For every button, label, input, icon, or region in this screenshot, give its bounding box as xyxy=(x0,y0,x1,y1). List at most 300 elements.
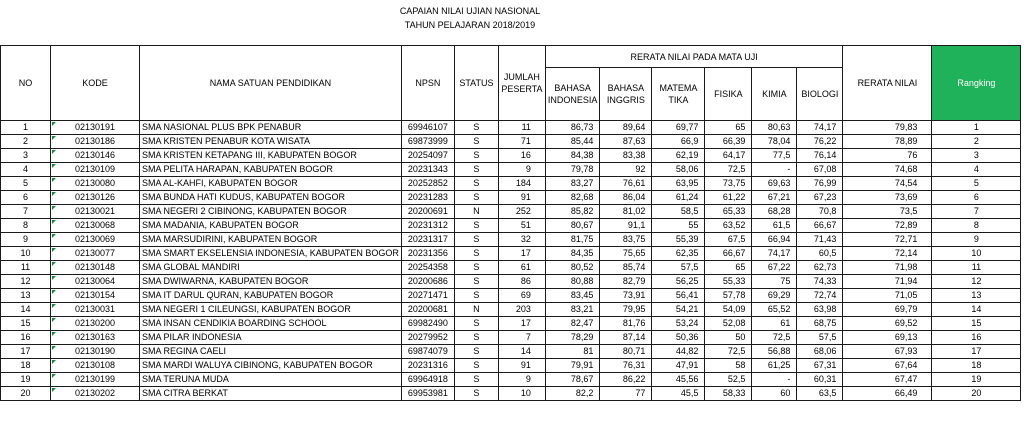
cell-kode[interactable] xyxy=(51,275,140,289)
cell-fisika[interactable]: 61,22 xyxy=(705,191,752,205)
cell-rerata[interactable]: 73,5 xyxy=(843,205,932,219)
header-bahasa-inggris[interactable]: BAHASA INGGRIS xyxy=(600,68,652,121)
cell-kimia[interactable]: 66,94 xyxy=(752,233,797,247)
cell-jumlah[interactable]: 9 xyxy=(498,373,545,387)
cell-bahasa-inggris[interactable]: 80,71 xyxy=(600,345,652,359)
cell-kode[interactable] xyxy=(51,135,140,149)
cell-bahasa-indonesia[interactable]: 84,38 xyxy=(545,149,600,163)
cell-nama[interactable]: SMA MARDI WALUYA CIBINONG, KABUPATEN BOGOR xyxy=(140,359,402,373)
cell-rerata[interactable]: 74,54 xyxy=(843,177,932,191)
cell-status[interactable]: S xyxy=(454,247,498,261)
cell-bahasa-inggris[interactable]: 85,74 xyxy=(600,261,652,275)
cell-no[interactable]: 13 xyxy=(1,289,51,303)
cell-fisika[interactable]: 58,33 xyxy=(705,387,752,401)
cell-npsn[interactable]: 20252852 xyxy=(401,177,454,191)
cell-kimia[interactable]: 65,52 xyxy=(752,303,797,317)
cell-npsn[interactable]: 69873999 xyxy=(401,135,454,149)
cell-rank[interactable]: 10 xyxy=(932,247,1021,261)
cell-kimia[interactable]: 61 xyxy=(752,317,797,331)
cell-status[interactable]: S xyxy=(454,317,498,331)
cell-nama[interactable]: SMA IT DARUL QURAN, KABUPATEN BOGOR xyxy=(140,289,402,303)
cell-biologi[interactable]: 57,5 xyxy=(797,331,843,345)
cell-rerata[interactable]: 66,49 xyxy=(843,387,932,401)
cell-bahasa-inggris[interactable]: 81,02 xyxy=(600,205,652,219)
cell-jumlah[interactable]: 7 xyxy=(498,331,545,345)
cell-fisika[interactable]: 73,75 xyxy=(705,177,752,191)
cell-matematika[interactable]: 62,19 xyxy=(652,149,705,163)
cell-bahasa-indonesia[interactable]: 82,2 xyxy=(545,387,600,401)
cell-kimia[interactable]: 75 xyxy=(752,275,797,289)
cell-kimia[interactable]: 67,22 xyxy=(752,261,797,275)
cell-npsn[interactable]: 69982490 xyxy=(401,317,454,331)
cell-kode[interactable] xyxy=(51,177,140,191)
cell-rerata[interactable]: 71,94 xyxy=(843,275,932,289)
cell-npsn[interactable]: 69953981 xyxy=(401,387,454,401)
cell-biologi[interactable]: 66,67 xyxy=(797,219,843,233)
cell-kimia[interactable]: 69,63 xyxy=(752,177,797,191)
cell-kode[interactable] xyxy=(51,191,140,205)
cell-npsn[interactable]: 69874079 xyxy=(401,345,454,359)
cell-jumlah[interactable]: 11 xyxy=(498,121,545,135)
cell-bahasa-indonesia[interactable]: 85,82 xyxy=(545,205,600,219)
cell-rank[interactable]: 5 xyxy=(932,177,1021,191)
cell-npsn[interactable]: 20231356 xyxy=(401,247,454,261)
cell-status[interactable]: S xyxy=(454,219,498,233)
cell-nama[interactable]: SMA CITRA BERKAT xyxy=(140,387,402,401)
cell-no[interactable]: 20 xyxy=(1,387,51,401)
header-bahasa-indonesia[interactable]: BAHASA INDONESIA xyxy=(545,68,600,121)
error-indicator-icon xyxy=(52,164,56,168)
header-kimia[interactable]: KIMIA xyxy=(752,68,797,121)
cell-jumlah[interactable]: 91 xyxy=(498,191,545,205)
cell-bahasa-inggris[interactable]: 77 xyxy=(600,387,652,401)
cell-fisika[interactable]: 64,17 xyxy=(705,149,752,163)
cell-fisika[interactable]: 63,52 xyxy=(705,219,752,233)
cell-kode[interactable] xyxy=(51,205,140,219)
cell-bahasa-indonesia[interactable]: 78,67 xyxy=(545,373,600,387)
cell-rerata[interactable]: 74,68 xyxy=(843,163,932,177)
cell-no[interactable]: 14 xyxy=(1,303,51,317)
cell-rank[interactable]: 18 xyxy=(932,359,1021,373)
cell-no[interactable]: 2 xyxy=(1,135,51,149)
header-nama[interactable]: NAMA SATUAN PENDIDIKAN xyxy=(140,46,402,121)
cell-biologi[interactable]: 74,33 xyxy=(797,275,843,289)
cell-nama[interactable]: SMA NASIONAL PLUS BPK PENABUR xyxy=(140,121,402,135)
cell-fisika[interactable]: 52,5 xyxy=(705,373,752,387)
header-status[interactable]: STATUS xyxy=(454,46,498,121)
cell-rerata[interactable]: 71,05 xyxy=(843,289,932,303)
cell-nama[interactable]: SMA BUNDA HATI KUDUS, KABUPATEN BOGOR xyxy=(140,191,402,205)
cell-fisika[interactable]: 66,67 xyxy=(705,247,752,261)
cell-matematika[interactable]: 58,5 xyxy=(652,205,705,219)
cell-bahasa-indonesia[interactable]: 85,44 xyxy=(545,135,600,149)
cell-fisika[interactable]: 65 xyxy=(705,121,752,135)
cell-rerata[interactable]: 72,89 xyxy=(843,219,932,233)
cell-npsn[interactable]: 69946107 xyxy=(401,121,454,135)
cell-rank[interactable]: 13 xyxy=(932,289,1021,303)
cell-biologi[interactable]: 60,31 xyxy=(797,373,843,387)
cell-bahasa-indonesia[interactable]: 79,91 xyxy=(545,359,600,373)
cell-bahasa-indonesia[interactable]: 81,75 xyxy=(545,233,600,247)
cell-matematika[interactable]: 56,25 xyxy=(652,275,705,289)
cell-nama[interactable]: SMA DWIWARNA, KABUPATEN BOGOR xyxy=(140,275,402,289)
cell-kode[interactable] xyxy=(51,345,140,359)
cell-nama[interactable]: SMA REGINA CAELI xyxy=(140,345,402,359)
cell-rank[interactable]: 15 xyxy=(932,317,1021,331)
cell-bahasa-indonesia[interactable]: 82,47 xyxy=(545,317,600,331)
cell-npsn[interactable]: 20279952 xyxy=(401,331,454,345)
cell-jumlah[interactable]: 69 xyxy=(498,289,545,303)
cell-bahasa-inggris[interactable]: 83,38 xyxy=(600,149,652,163)
cell-nama[interactable]: SMA NEGERI 2 CIBINONG, KABUPATEN BOGOR xyxy=(140,205,402,219)
cell-matematika[interactable]: 69,77 xyxy=(652,121,705,135)
cell-matematika[interactable]: 61,24 xyxy=(652,191,705,205)
cell-jumlah[interactable]: 17 xyxy=(498,247,545,261)
cell-kimia[interactable]: 67,21 xyxy=(752,191,797,205)
cell-rank[interactable]: 17 xyxy=(932,345,1021,359)
cell-matematika[interactable]: 62,35 xyxy=(652,247,705,261)
cell-rerata[interactable]: 67,93 xyxy=(843,345,932,359)
cell-status[interactable]: S xyxy=(454,359,498,373)
cell-kode[interactable] xyxy=(51,261,140,275)
cell-rerata[interactable]: 69,52 xyxy=(843,317,932,331)
table-body xyxy=(1,121,1021,401)
cell-jumlah[interactable]: 91 xyxy=(498,359,545,373)
cell-no[interactable]: 15 xyxy=(1,317,51,331)
cell-matematika[interactable]: 45,5 xyxy=(652,387,705,401)
cell-biologi[interactable]: 67,08 xyxy=(797,163,843,177)
cell-matematika[interactable]: 56,41 xyxy=(652,289,705,303)
cell-npsn[interactable]: 20271471 xyxy=(401,289,454,303)
cell-biologi[interactable]: 60,5 xyxy=(797,247,843,261)
cell-jumlah[interactable]: 14 xyxy=(498,345,545,359)
cell-npsn[interactable]: 20200691 xyxy=(401,205,454,219)
cell-jumlah[interactable]: 252 xyxy=(498,205,545,219)
cell-rank[interactable]: 20 xyxy=(932,387,1021,401)
cell-biologi[interactable]: 76,14 xyxy=(797,149,843,163)
cell-no[interactable]: 9 xyxy=(1,233,51,247)
cell-kimia[interactable]: - xyxy=(752,373,797,387)
header-kode[interactable]: KODE xyxy=(51,46,140,121)
cell-text: 02130064 xyxy=(74,276,116,286)
cell-status[interactable]: S xyxy=(454,261,498,275)
cell-kimia[interactable]: 74,17 xyxy=(752,247,797,261)
cell-biologi[interactable]: 71,43 xyxy=(797,233,843,247)
cell-fisika[interactable]: 72,5 xyxy=(705,163,752,177)
cell-npsn[interactable]: 20231283 xyxy=(401,191,454,205)
cell-rerata[interactable]: 76 xyxy=(843,149,932,163)
cell-kode[interactable] xyxy=(51,331,140,345)
cell-biologi[interactable]: 62,73 xyxy=(797,261,843,275)
error-indicator-icon xyxy=(52,360,56,364)
cell-kimia[interactable]: 80,63 xyxy=(752,121,797,135)
cell-rank[interactable]: 11 xyxy=(932,261,1021,275)
cell-rank[interactable]: 12 xyxy=(932,275,1021,289)
cell-nama[interactable]: SMA KRISTEN KETAPANG III, KABUPATEN BOGOR xyxy=(140,149,402,163)
cell-kode[interactable] xyxy=(51,219,140,233)
cell-status[interactable]: S xyxy=(454,373,498,387)
header-rerata[interactable]: RERATA NILAI xyxy=(843,46,932,121)
cell-bahasa-inggris[interactable]: 92 xyxy=(600,163,652,177)
cell-status[interactable]: S xyxy=(454,135,498,149)
header-matematika[interactable]: MATEMA TIKA xyxy=(652,68,705,121)
cell-nama[interactable]: SMA PELITA HARAPAN, KABUPATEN BOGOR xyxy=(140,163,402,177)
cell-npsn[interactable]: 20254097 xyxy=(401,149,454,163)
cell-fisika[interactable]: 72,5 xyxy=(705,345,752,359)
cell-nama[interactable]: SMA GLOBAL MANDIRI xyxy=(140,261,402,275)
cell-rerata[interactable]: 67,64 xyxy=(843,359,932,373)
cell-no[interactable]: 19 xyxy=(1,373,51,387)
cell-status[interactable]: N xyxy=(454,303,498,317)
cell-bahasa-indonesia[interactable]: 83,27 xyxy=(545,177,600,191)
cell-rerata[interactable]: 78,89 xyxy=(843,135,932,149)
cell-status[interactable]: S xyxy=(454,191,498,205)
cell-bahasa-inggris[interactable]: 83,75 xyxy=(600,233,652,247)
cell-rerata[interactable]: 67,47 xyxy=(843,373,932,387)
cell-no[interactable]: 1 xyxy=(1,121,51,135)
cell-bahasa-indonesia[interactable]: 80,88 xyxy=(545,275,600,289)
header-no[interactable]: NO xyxy=(1,46,51,121)
cell-rerata[interactable]: 71,98 xyxy=(843,261,932,275)
cell-kode[interactable] xyxy=(51,289,140,303)
cell-bahasa-inggris[interactable]: 87,63 xyxy=(600,135,652,149)
cell-bahasa-indonesia[interactable]: 78,29 xyxy=(545,331,600,345)
cell-jumlah[interactable]: 203 xyxy=(498,303,545,317)
cell-biologi[interactable]: 76,22 xyxy=(797,135,843,149)
cell-nama[interactable]: SMA INSAN CENDIKIA BOARDING SCHOOL xyxy=(140,317,402,331)
cell-no[interactable]: 4 xyxy=(1,163,51,177)
cell-jumlah[interactable]: 32 xyxy=(498,233,545,247)
cell-kode[interactable] xyxy=(51,373,140,387)
cell-status[interactable]: S xyxy=(454,289,498,303)
cell-npsn[interactable]: 20231343 xyxy=(401,163,454,177)
cell-nama[interactable]: SMA NEGERI 1 CILEUNGSI, KABUPATEN BOGOR xyxy=(140,303,402,317)
cell-bahasa-indonesia[interactable]: 84,35 xyxy=(545,247,600,261)
cell-matematika[interactable]: 55,39 xyxy=(652,233,705,247)
cell-rerata[interactable]: 69,79 xyxy=(843,303,932,317)
cell-jumlah[interactable]: 16 xyxy=(498,149,545,163)
cell-fisika[interactable]: 55,33 xyxy=(705,275,752,289)
cell-no[interactable]: 5 xyxy=(1,177,51,191)
cell-fisika[interactable]: 50 xyxy=(705,331,752,345)
cell-matematika[interactable]: 54,21 xyxy=(652,303,705,317)
cell-jumlah[interactable]: 184 xyxy=(498,177,545,191)
cell-bahasa-indonesia[interactable]: 83,45 xyxy=(545,289,600,303)
cell-nama[interactable]: SMA TERUNA MUDA xyxy=(140,373,402,387)
cell-matematika[interactable]: 57,5 xyxy=(652,261,705,275)
cell-bahasa-indonesia[interactable]: 82,68 xyxy=(545,191,600,205)
cell-kode[interactable] xyxy=(51,149,140,163)
cell-kimia[interactable]: 61,25 xyxy=(752,359,797,373)
cell-bahasa-inggris[interactable]: 75,65 xyxy=(600,247,652,261)
cell-rank[interactable]: 4 xyxy=(932,163,1021,177)
cell-status[interactable]: S xyxy=(454,163,498,177)
cell-fisika[interactable]: 52,08 xyxy=(705,317,752,331)
cell-biologi[interactable]: 63,5 xyxy=(797,387,843,401)
cell-no[interactable]: 10 xyxy=(1,247,51,261)
cell-kode[interactable] xyxy=(51,317,140,331)
cell-rerata[interactable]: 72,71 xyxy=(843,233,932,247)
cell-matematika[interactable]: 45,56 xyxy=(652,373,705,387)
cell-kimia[interactable]: - xyxy=(752,163,797,177)
cell-rank[interactable]: 19 xyxy=(932,373,1021,387)
cell-status[interactable]: N xyxy=(454,205,498,219)
cell-nama[interactable]: SMA PILAR INDONESIA xyxy=(140,331,402,345)
cell-rank[interactable]: 7 xyxy=(932,205,1021,219)
cell-kimia[interactable]: 61,5 xyxy=(752,219,797,233)
cell-status[interactable]: S xyxy=(454,387,498,401)
cell-biologi[interactable]: 72,74 xyxy=(797,289,843,303)
cell-no[interactable]: 6 xyxy=(1,191,51,205)
cell-bahasa-inggris[interactable]: 87,14 xyxy=(600,331,652,345)
cell-jumlah[interactable]: 51 xyxy=(498,219,545,233)
cell-bahasa-inggris[interactable]: 91,1 xyxy=(600,219,652,233)
cell-bahasa-inggris[interactable]: 73,91 xyxy=(600,289,652,303)
cell-matematika[interactable]: 63,95 xyxy=(652,177,705,191)
cell-matematika[interactable]: 66,9 xyxy=(652,135,705,149)
cell-kode[interactable] xyxy=(51,387,140,401)
cell-fisika[interactable]: 54,09 xyxy=(705,303,752,317)
cell-npsn[interactable]: 69964918 xyxy=(401,373,454,387)
cell-nama[interactable]: SMA MARSUDIRINI, KABUPATEN BOGOR xyxy=(140,233,402,247)
cell-no[interactable]: 18 xyxy=(1,359,51,373)
cell-matematika[interactable]: 58,06 xyxy=(652,163,705,177)
cell-kimia[interactable]: 72,5 xyxy=(752,331,797,345)
cell-kode[interactable] xyxy=(51,121,140,135)
cell-biologi[interactable]: 63,98 xyxy=(797,303,843,317)
cell-npsn[interactable]: 20231312 xyxy=(401,219,454,233)
cell-biologi[interactable]: 67,23 xyxy=(797,191,843,205)
cell-bahasa-inggris[interactable]: 79,95 xyxy=(600,303,652,317)
cell-kode[interactable] xyxy=(51,303,140,317)
cell-rank[interactable]: 16 xyxy=(932,331,1021,345)
cell-biologi[interactable]: 67,31 xyxy=(797,359,843,373)
cell-no[interactable]: 11 xyxy=(1,261,51,275)
cell-bahasa-inggris[interactable]: 76,31 xyxy=(600,359,652,373)
cell-status[interactable]: S xyxy=(454,149,498,163)
cell-matematika[interactable]: 55 xyxy=(652,219,705,233)
header-biologi[interactable]: BIOLOGI xyxy=(797,68,843,121)
cell-fisika[interactable]: 65,33 xyxy=(705,205,752,219)
cell-rerata[interactable]: 73,69 xyxy=(843,191,932,205)
cell-jumlah[interactable]: 61 xyxy=(498,261,545,275)
cell-kimia[interactable]: 78,04 xyxy=(752,135,797,149)
cell-status[interactable]: S xyxy=(454,177,498,191)
cell-kode[interactable] xyxy=(51,359,140,373)
cell-kode[interactable] xyxy=(51,163,140,177)
cell-no[interactable]: 7 xyxy=(1,205,51,219)
header-rank[interactable]: Rangking xyxy=(932,46,1021,121)
cell-jumlah[interactable]: 86 xyxy=(498,275,545,289)
cell-biologi[interactable]: 68,75 xyxy=(797,317,843,331)
cell-bahasa-inggris[interactable]: 86,04 xyxy=(600,191,652,205)
cell-rank[interactable]: 14 xyxy=(932,303,1021,317)
cell-no[interactable]: 17 xyxy=(1,345,51,359)
cell-nama[interactable]: SMA AL-KAHFI, KABUPATEN BOGOR xyxy=(140,177,402,191)
cell-fisika[interactable]: 58 xyxy=(705,359,752,373)
cell-biologi[interactable]: 70,8 xyxy=(797,205,843,219)
cell-npsn[interactable]: 20200681 xyxy=(401,303,454,317)
cell-no[interactable]: 3 xyxy=(1,149,51,163)
cell-nama[interactable]: SMA SMART EKSELENSIA INDONESIA, KABUPATEN BOGOR xyxy=(140,247,402,261)
cell-matematika[interactable]: 50,36 xyxy=(652,331,705,345)
cell-fisika[interactable]: 57,78 xyxy=(705,289,752,303)
cell-kimia[interactable]: 56,88 xyxy=(752,345,797,359)
cell-rank[interactable]: 2 xyxy=(932,135,1021,149)
cell-bahasa-inggris[interactable]: 82,79 xyxy=(600,275,652,289)
cell-kode[interactable] xyxy=(51,233,140,247)
cell-npsn[interactable]: 20200686 xyxy=(401,275,454,289)
cell-jumlah[interactable]: 17 xyxy=(498,317,545,331)
cell-matematika[interactable]: 53,24 xyxy=(652,317,705,331)
cell-rerata[interactable]: 69,13 xyxy=(843,331,932,345)
header-npsn[interactable]: NPSN xyxy=(401,46,454,121)
header-jumlah[interactable]: JUMLAH PESERTA xyxy=(498,46,545,121)
cell-kimia[interactable]: 60 xyxy=(752,387,797,401)
cell-fisika[interactable]: 65 xyxy=(705,261,752,275)
cell-kode[interactable] xyxy=(51,247,140,261)
cell-bahasa-indonesia[interactable]: 79,78 xyxy=(545,163,600,177)
cell-matematika[interactable]: 47,91 xyxy=(652,359,705,373)
cell-bahasa-indonesia[interactable]: 86,73 xyxy=(545,121,600,135)
cell-no[interactable]: 12 xyxy=(1,275,51,289)
cell-status[interactable]: S xyxy=(454,233,498,247)
cell-rerata[interactable]: 72,14 xyxy=(843,247,932,261)
header-fisika[interactable]: FISIKA xyxy=(705,68,752,121)
cell-kimia[interactable]: 69,29 xyxy=(752,289,797,303)
cell-bahasa-indonesia[interactable]: 80,52 xyxy=(545,261,600,275)
cell-npsn[interactable]: 20254358 xyxy=(401,261,454,275)
cell-rerata[interactable]: 79,83 xyxy=(843,121,932,135)
cell-bahasa-inggris[interactable]: 86,22 xyxy=(600,373,652,387)
cell-rank[interactable]: 8 xyxy=(932,219,1021,233)
cell-bahasa-indonesia[interactable]: 81 xyxy=(545,345,600,359)
cell-bahasa-inggris[interactable]: 76,61 xyxy=(600,177,652,191)
cell-no[interactable]: 8 xyxy=(1,219,51,233)
cell-status[interactable]: S xyxy=(454,345,498,359)
header-subject-group[interactable]: RERATA NILAI PADA MATA UJI xyxy=(545,46,843,68)
cell-biologi[interactable]: 76,99 xyxy=(797,177,843,191)
cell-no[interactable]: 16 xyxy=(1,331,51,345)
cell-bahasa-indonesia[interactable]: 80,67 xyxy=(545,219,600,233)
cell-status[interactable]: S xyxy=(454,121,498,135)
cell-npsn[interactable]: 20231317 xyxy=(401,233,454,247)
cell-bahasa-inggris[interactable]: 81,76 xyxy=(600,317,652,331)
cell-jumlah[interactable]: 10 xyxy=(498,387,545,401)
table-row xyxy=(1,331,1021,345)
cell-rank[interactable]: 3 xyxy=(932,149,1021,163)
cell-biologi[interactable]: 68,06 xyxy=(797,345,843,359)
cell-nama[interactable]: SMA MADANIA, KABUPATEN BOGOR xyxy=(140,219,402,233)
cell-bahasa-indonesia[interactable]: 83,21 xyxy=(545,303,600,317)
cell-bahasa-inggris[interactable]: 89,64 xyxy=(600,121,652,135)
cell-rank[interactable]: 1 xyxy=(932,121,1021,135)
cell-rank[interactable]: 6 xyxy=(932,191,1021,205)
cell-npsn[interactable]: 20231316 xyxy=(401,359,454,373)
cell-status[interactable]: S xyxy=(454,275,498,289)
cell-jumlah[interactable]: 71 xyxy=(498,135,545,149)
cell-fisika[interactable]: 66,39 xyxy=(705,135,752,149)
cell-kimia[interactable]: 68,28 xyxy=(752,205,797,219)
cell-rank[interactable]: 9 xyxy=(932,233,1021,247)
cell-nama[interactable]: SMA KRISTEN PENABUR KOTA WISATA xyxy=(140,135,402,149)
cell-status[interactable]: S xyxy=(454,331,498,345)
cell-fisika[interactable]: 67,5 xyxy=(705,233,752,247)
cell-biologi[interactable]: 74,17 xyxy=(797,121,843,135)
cell-kimia[interactable]: 77,5 xyxy=(752,149,797,163)
cell-jumlah[interactable]: 9 xyxy=(498,163,545,177)
cell-matematika[interactable]: 44,82 xyxy=(652,345,705,359)
